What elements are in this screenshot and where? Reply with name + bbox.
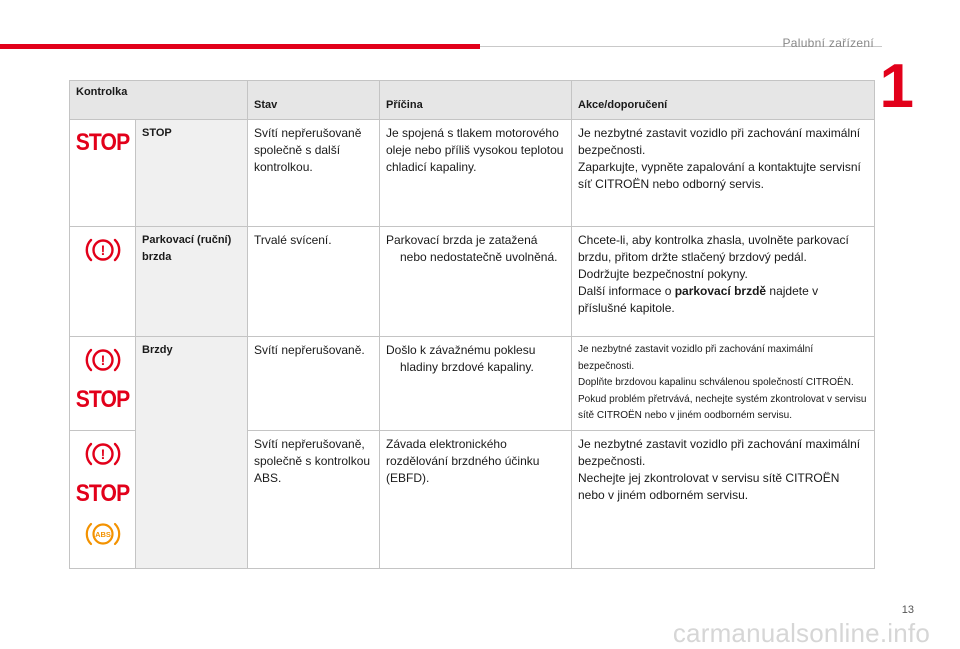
action-text: Další informace o bbox=[578, 284, 675, 298]
column-header-pricina: Příčina bbox=[380, 81, 572, 120]
cause-cell bbox=[380, 227, 572, 337]
cause-cell bbox=[380, 337, 572, 431]
table-row bbox=[70, 337, 875, 431]
cause-cell: Závada elektronického rozdělování brzdného účinku (EBFD). bbox=[380, 430, 572, 568]
stop-text-icon: STOP bbox=[75, 386, 130, 413]
action-bold-term: parkovací brzdě bbox=[674, 284, 767, 298]
brake-icon-mark: ! bbox=[100, 242, 105, 258]
action-text: najdete v příslušné kapitole. bbox=[578, 284, 819, 315]
action-line: Doplňte brzdovou kapalinu schválenou společností CITROËN. bbox=[578, 377, 854, 388]
state-cell: Svítí nepřerušovaně, společně s kontrolkou ABS. bbox=[248, 430, 380, 568]
table-header-row bbox=[70, 81, 875, 120]
abs-icon bbox=[85, 519, 121, 549]
column-header-stav: Stav bbox=[248, 81, 380, 120]
page-number: 13 bbox=[901, 604, 914, 616]
action-line: Nechejte jej zkontrolovat v servisu sítě CITROËN nebo v jiném odborném servisu. bbox=[578, 470, 840, 502]
brake-warning-icon bbox=[85, 439, 121, 469]
action-line: Chcete-li, aby kontrolka zhasla, uvolněte parkovací brzdu, přitom držte stlačený brzdový pedál. bbox=[578, 233, 849, 264]
indicator-name: Brzdy bbox=[136, 337, 248, 569]
state-cell: Trvalé svícení. bbox=[248, 227, 380, 337]
watermark: carmanualsonline.info bbox=[672, 618, 930, 648]
stop-text-icon: STOP bbox=[75, 479, 130, 507]
cause-text: Došlo k závažnému poklesu hladiny brzdové kapaliny. bbox=[386, 343, 536, 374]
table-row bbox=[70, 120, 875, 227]
action-cell: Je nezbytné zastavit vozidlo při zachování maximální bezpečnosti. Zaparkujte, vypněte zapalování a kontaktujte servisní síť CITROËN nebo odborný servis. bbox=[572, 120, 875, 227]
action-line: Je nezbytné zastavit vozidlo při zachování maximální bezpečnosti. bbox=[578, 344, 814, 372]
header-accent-bar bbox=[0, 44, 480, 49]
column-header-akce: Akce/doporučení bbox=[572, 81, 875, 120]
warning-lights-table bbox=[69, 80, 875, 569]
action-cell bbox=[572, 337, 875, 431]
action-cell bbox=[572, 227, 875, 337]
indicator-name: STOP bbox=[136, 120, 248, 227]
cause-text: Parkovací brzda je zatažená nebo nedostatečně uvolněná. bbox=[386, 233, 558, 264]
chapter-number: 1 bbox=[879, 52, 914, 121]
cause-cell: Je spojená s tlakem motorového oleje nebo příliš vysokou teplotou chladicí kapaliny. bbox=[380, 120, 572, 227]
indicator-icons bbox=[70, 337, 136, 431]
action-line: Je nezbytné zastavit vozidlo při zachování maximální bezpečnosti. bbox=[578, 436, 861, 468]
action-line: Pokud problém přetrvává, nechejte systém zkontrolovat v servisu sítě CITROËN nebo v jiném oodborném servisu. bbox=[578, 393, 867, 421]
column-header-kontrolka: Kontrolka bbox=[70, 81, 248, 120]
brake-icon-mark: ! bbox=[100, 352, 105, 368]
state-cell: Svítí nepřerušovaně společně s další kontrolkou. bbox=[248, 120, 380, 227]
action-line bbox=[578, 283, 868, 317]
action-cell bbox=[572, 430, 875, 568]
indicator-icons bbox=[70, 120, 136, 227]
stop-text-icon: STOP bbox=[75, 129, 130, 156]
brake-warning-icon bbox=[85, 345, 121, 375]
state-cell: Svítí nepřerušovaně. bbox=[248, 337, 380, 431]
indicator-icons bbox=[70, 227, 136, 337]
indicator-name: Parkovací (ruční) brzda bbox=[136, 227, 248, 337]
section-title: Palubní zařízení bbox=[782, 36, 874, 50]
table-row bbox=[70, 227, 875, 337]
brake-warning-icon bbox=[85, 235, 121, 265]
action-line: Dodržujte bezpečnostní pokyny. bbox=[578, 267, 748, 281]
brake-icon-mark: ! bbox=[100, 445, 105, 462]
abs-icon-label: ABS bbox=[94, 529, 111, 539]
indicator-icons bbox=[70, 430, 136, 568]
